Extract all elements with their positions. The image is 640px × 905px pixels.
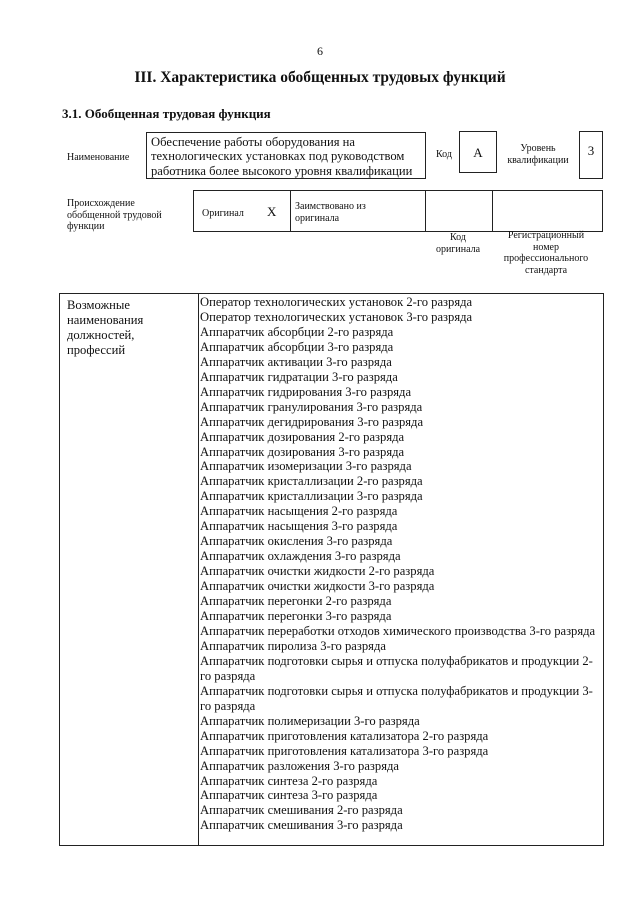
borrowed-label bbox=[295, 201, 366, 224]
position-item: Оператор технологических установок 2-го разряда bbox=[200, 295, 473, 309]
function-name-line: Обеспечение работы оборудования на bbox=[151, 135, 355, 149]
reg-number-label bbox=[495, 230, 597, 276]
page-number: 6 bbox=[317, 44, 323, 58]
section-title: III. Характеристика обобщенных трудовых функций bbox=[134, 69, 506, 86]
position-item: Аппаратчик очистки жидкости 3-го разряда bbox=[200, 579, 435, 594]
level-value: 3 bbox=[579, 131, 603, 179]
origin-label-line: функции bbox=[67, 221, 105, 232]
origin-label bbox=[67, 198, 187, 233]
position-item: Аппаратчик смешивания 3-го разряда bbox=[200, 818, 403, 833]
positions-label-line: должностей, bbox=[67, 328, 135, 343]
code-original-label bbox=[425, 232, 491, 255]
position-item: Аппаратчик перегонки 2-го разряда bbox=[200, 594, 392, 609]
position-item: Аппаратчик переработки отходов химического производства 3-го разряда bbox=[200, 623, 596, 638]
position-item: Аппаратчик синтеза 3-го разряда bbox=[200, 788, 378, 803]
positions-table bbox=[59, 293, 604, 846]
position-item: Аппаратчик подготовки сырья и отпуска полуфабрикатов и продукции 2-го разряда bbox=[200, 653, 593, 683]
positions-list bbox=[200, 295, 600, 833]
position-item: Аппаратчик разложения 3-го разряда bbox=[200, 758, 399, 773]
position-item: Аппаратчик насыщения 2-го разряда bbox=[200, 504, 398, 519]
position-item: Аппаратчик активации 3-го разряда bbox=[200, 354, 392, 369]
position-item: Аппаратчик дозирования 3-го разряда bbox=[200, 444, 405, 459]
position-item: Аппаратчик окисления 3-го разряда bbox=[200, 534, 393, 549]
position-item: Аппаратчик дегидрирования 3-го разряда bbox=[200, 414, 424, 429]
position-item: Аппаратчик приготовления катализатора 3-го разряда bbox=[200, 743, 489, 758]
position-item: Аппаратчик дозирования 2-го разряда bbox=[200, 429, 405, 444]
position-item: Аппаратчик очистки жидкости 2-го разряда bbox=[200, 564, 435, 579]
level-label-line: квалификации bbox=[507, 154, 569, 166]
code-value: А bbox=[459, 131, 497, 173]
borrowed-label-line: оригинала bbox=[295, 212, 340, 224]
positions-label-line: наименования bbox=[67, 313, 144, 328]
borrowed-cell bbox=[290, 191, 426, 231]
code-original-cell bbox=[425, 191, 493, 231]
position-item: Аппаратчик приготовления катализатора 2-го разряда bbox=[200, 728, 489, 743]
code-label: Код bbox=[436, 149, 452, 160]
reg-number-line: номер bbox=[533, 241, 559, 253]
name-label: Наименование bbox=[67, 152, 130, 163]
position-item: Аппаратчик перегонки 3-го разряда bbox=[200, 609, 392, 624]
position-item: Аппаратчик абсорбции 2-го разряда bbox=[200, 324, 394, 339]
function-name-box bbox=[146, 132, 426, 179]
level-label-line: Уровень bbox=[520, 143, 556, 154]
level-label bbox=[503, 143, 573, 166]
position-item: Оператор технологических установок 3-го разряда bbox=[200, 309, 473, 324]
reg-number-line: Регистрационный bbox=[507, 230, 585, 241]
positions-label-line: профессий bbox=[67, 343, 126, 358]
position-item: Аппаратчик подготовки сырья и отпуска полуфабрикатов и продукции 3-го разряда bbox=[200, 683, 593, 713]
position-item: Аппаратчик гранулирования 3-го разряда bbox=[200, 399, 423, 414]
position-item: Аппаратчик смешивания 2-го разряда bbox=[200, 803, 403, 818]
position-item: Аппаратчик кристаллизации 2-го разряда bbox=[200, 474, 423, 489]
code-original-line: Код bbox=[450, 232, 466, 243]
origin-table bbox=[193, 190, 603, 232]
original-mark: X bbox=[267, 204, 277, 219]
position-item: Аппаратчик гидрирования 3-го разряда bbox=[200, 384, 412, 399]
positions-label bbox=[67, 298, 143, 358]
position-item: Аппаратчик насыщения 3-го разряда bbox=[200, 519, 398, 534]
positions-label-line: Возможные bbox=[67, 298, 130, 312]
position-item: Аппаратчик синтеза 2-го разряда bbox=[200, 773, 378, 788]
position-item: Аппаратчик охлаждения 3-го разряда bbox=[200, 549, 401, 564]
origin-label-line: обобщенной трудовой bbox=[67, 209, 162, 221]
position-item: Аппаратчик полимеризации 3-го разряда bbox=[200, 713, 420, 728]
original-cell bbox=[194, 191, 291, 231]
function-name-line: работника более высокого уровня квалификации bbox=[151, 163, 413, 178]
position-item: Аппаратчик кристаллизации 3-го разряда bbox=[200, 489, 423, 504]
function-name-line: технологических установках под руководством bbox=[151, 149, 405, 164]
reg-number-line: стандарта bbox=[524, 264, 568, 276]
original-label: Оригинал bbox=[202, 208, 244, 219]
reg-number-line: профессионального bbox=[503, 253, 589, 264]
positions-label-cell bbox=[60, 294, 199, 845]
position-item: Аппаратчик пиролиза 3-го разряда bbox=[200, 638, 386, 653]
position-item: Аппаратчик изомеризации 3-го разряда bbox=[200, 459, 412, 474]
code-original-line: оригинала bbox=[435, 243, 481, 255]
position-item: Аппаратчик гидратации 3-го разряда bbox=[200, 369, 398, 384]
position-item: Аппаратчик абсорбции 3-го разряда bbox=[200, 339, 394, 354]
borrowed-label-line: Заимствовано из bbox=[295, 201, 366, 212]
origin-label-line: Происхождение bbox=[67, 198, 135, 209]
reg-number-cell bbox=[492, 191, 602, 231]
subsection-title: 3.1. Обобщенная трудовая функция bbox=[62, 106, 271, 121]
